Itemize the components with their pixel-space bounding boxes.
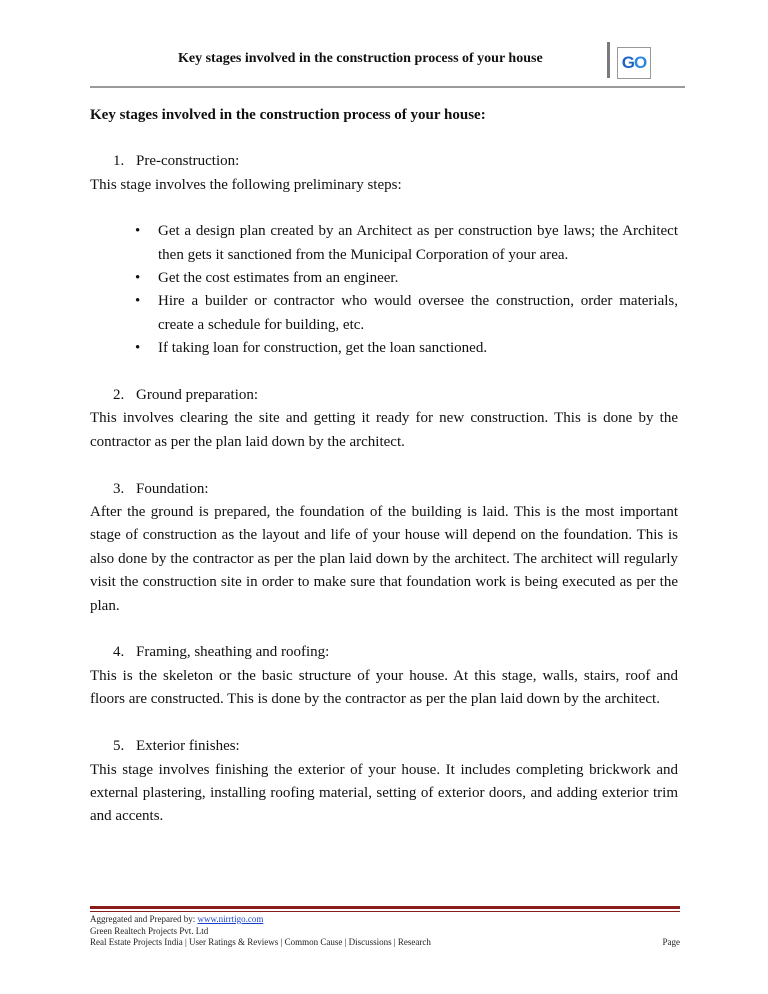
section-title: Foundation:	[136, 480, 209, 497]
bullet-icon: •	[135, 340, 141, 357]
section-heading	[90, 735, 678, 758]
section-number: 4.	[113, 644, 125, 661]
section-number: 3.	[113, 480, 125, 497]
page-header	[0, 0, 768, 92]
footer-nav-text: Real Estate Projects India | User Ratings & Reviews | Common Cause | Discussions | Research	[90, 937, 431, 947]
bullet-icon: •	[135, 270, 141, 287]
footer-page-label: Page	[662, 937, 680, 947]
list-item: • Get a design plan created by an Architect as per construction bye laws; the Architect then gets it sanctioned from the Municipal Corporation of your area.	[135, 220, 678, 267]
list-item: • Hire a builder or contractor who would oversee the construction, order materials, create a schedule for building, etc.	[135, 290, 678, 337]
footer-text	[90, 914, 680, 949]
page-footer	[0, 906, 768, 994]
section-number: 1.	[113, 153, 125, 170]
footer-prepared-line	[90, 914, 680, 926]
header-rule	[90, 86, 685, 88]
section-title: Exterior finishes:	[136, 738, 240, 755]
section-body: This involves clearing the site and getting it ready for new construction. This is done by the contractor as per the plan laid down by the architect.	[90, 410, 678, 450]
section-body: After the ground is prepared, the foundation of the building is laid. This is the most important stage of construction as the layout and life of your house will depend on the foundation. This is also done by the contractor as per the plan laid down by the architect. The architect will regularly visit the construction site in order to make sure that foundation work is being executed as per the plan.	[90, 504, 678, 614]
section-title: Pre-construction:	[136, 153, 240, 170]
section-heading	[90, 150, 678, 173]
section-heading	[90, 478, 678, 501]
section-body: This is the skeleton or the basic structure of your house. At this stage, walls, stairs, roof and floors are constructed. This is done by the contractor as per the plan laid down by the architect.	[90, 667, 678, 708]
section-title: Ground preparation:	[136, 387, 259, 404]
header-divider	[607, 42, 610, 78]
footer-nav-row	[90, 937, 680, 949]
bullet-icon: •	[135, 223, 141, 240]
document-body	[90, 104, 678, 829]
go-logo-icon: G O	[617, 47, 651, 79]
document-title: Key stages involved in the construction process of your house:	[90, 107, 486, 123]
bullet-icon: •	[135, 293, 141, 310]
footer-prepared-label: Aggregated and Prepared by:	[90, 914, 196, 924]
section-number: 2.	[113, 387, 125, 404]
footer-rule	[90, 906, 680, 909]
bullet-list	[90, 220, 678, 360]
footer-website-link[interactable]: www.nirrtigo.com	[197, 914, 264, 924]
section-intro: This stage involves the following preliminary steps:	[90, 176, 402, 193]
section-heading	[90, 641, 678, 664]
section-body: This stage involves finishing the exterior of your house. It includes completing brickwork and external plastering, installing roofing material, setting of exterior doors, and adding exterior trim and accents.	[90, 761, 678, 825]
list-item: • If taking loan for construction, get the loan sanctioned.	[135, 337, 678, 360]
list-item: • Get the cost estimates from an engineer.	[135, 267, 678, 290]
section-heading	[90, 384, 678, 407]
footer-rule-thin	[90, 911, 680, 912]
header-title: Key stages involved in the construction process of your house	[178, 51, 543, 66]
section-title: Framing, sheathing and roofing:	[136, 644, 330, 661]
section-number: 5.	[113, 738, 125, 755]
footer-company: Green Realtech Projects Pvt. Ltd	[90, 925, 209, 936]
